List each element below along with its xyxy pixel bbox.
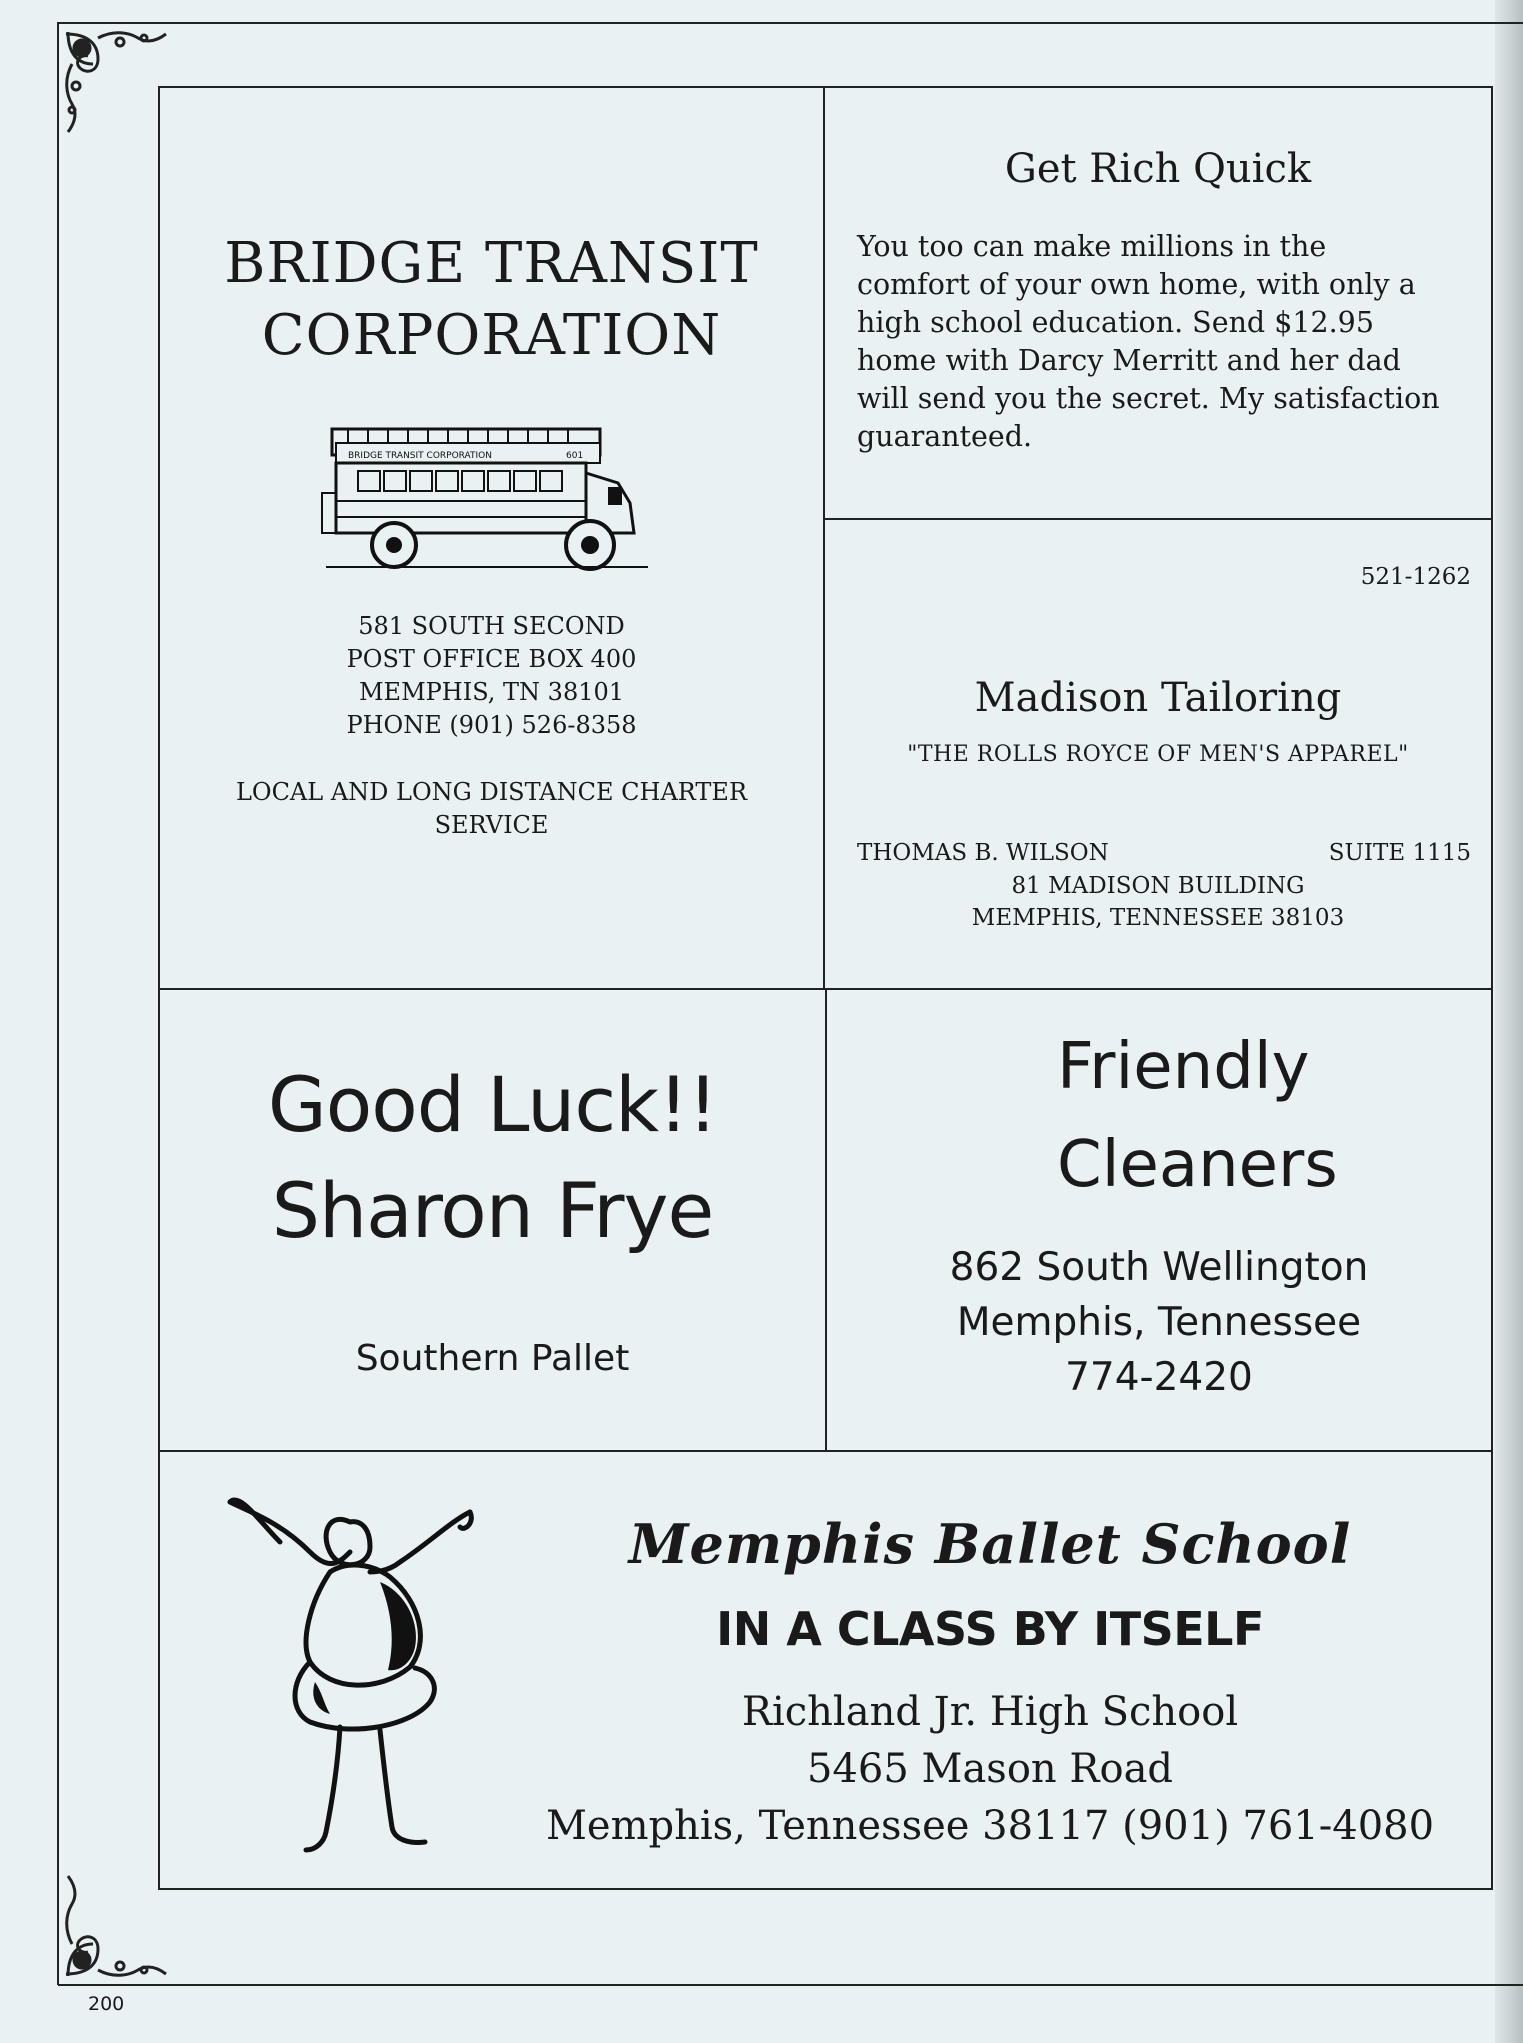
body-line: will send you the secret. My satisfaction (857, 382, 1440, 415)
ballet-tagline: IN A CLASS BY ITSELF (716, 1602, 1264, 1656)
bridge-transit-service (160, 776, 823, 842)
ad-friendly-cleaners (825, 988, 1493, 1452)
address-line: 581 SOUTH SECOND (358, 612, 625, 640)
friendly-line1: Friendly (1057, 1030, 1310, 1104)
ad-good-luck (158, 988, 827, 1452)
madison-building: 81 MADISON BUILDING (1011, 873, 1305, 899)
address-line: POST OFFICE BOX 400 (346, 645, 637, 673)
friendly-address (827, 1240, 1491, 1405)
good-luck-line1: Good Luck!! (267, 1060, 718, 1149)
madison-slogan: "THE ROLLS ROYCE OF MEN'S APPAREL" (907, 742, 1409, 767)
good-luck-line2: Sharon Frye (271, 1166, 714, 1255)
address-line: 5465 Mason Road (806, 1746, 1174, 1792)
service-line1: LOCAL AND LONG DISTANCE CHARTER (235, 778, 748, 806)
bridge-transit-name-line2: CORPORATION (261, 303, 722, 368)
madison-city: MEMPHIS, TENNESSEE 38103 (971, 905, 1345, 931)
address-line: Richland Jr. High School (741, 1689, 1239, 1735)
address-line: MEMPHIS, TN 38101 (358, 678, 625, 706)
page-edge (1495, 0, 1523, 2043)
body-line: comfort of your own home, with only a (857, 268, 1416, 301)
bridge-transit-name (160, 228, 823, 372)
ad-memphis-ballet (158, 1450, 1493, 1890)
ad-bridge-transit (158, 86, 825, 990)
top-border-rule (58, 22, 1523, 24)
madison-title: Madison Tailoring (974, 675, 1342, 721)
address-line: Memphis, Tennessee (956, 1300, 1362, 1345)
madison-phone: 521-1262 (1360, 564, 1471, 590)
body-line: You too can make millions in the (857, 230, 1327, 263)
ad-get-rich-quick (823, 86, 1493, 520)
body-line: guaranteed. (857, 420, 1033, 453)
dancer-illustration-icon (220, 1482, 480, 1862)
ballet-address (520, 1684, 1460, 1855)
ballet-title: Memphis Ballet School (628, 1512, 1352, 1576)
get-rich-title: Get Rich Quick (1004, 146, 1312, 192)
madison-suite: SUITE 1115 (1328, 840, 1471, 866)
left-border-rule (57, 22, 59, 1985)
phone-line: 774-2420 (1065, 1355, 1253, 1400)
body-line: home with Darcy Merritt and her dad (857, 344, 1401, 377)
get-rich-body (857, 228, 1477, 456)
bottom-border-rule (58, 1984, 1523, 1986)
madison-person: THOMAS B. WILSON (857, 840, 1109, 866)
phone-line: PHONE (901) 526-8358 (346, 711, 637, 739)
bus-illustration-icon (318, 423, 654, 583)
service-line2: SERVICE (434, 811, 549, 839)
address-line: 862 South Wellington (949, 1245, 1369, 1290)
good-luck-sponsor: Southern Pallet (355, 1338, 630, 1379)
bridge-transit-address (160, 610, 823, 742)
page-number: 200 (88, 1993, 125, 2015)
ad-madison-tailoring (823, 518, 1493, 990)
bus-sign-text: BRIDGE TRANSIT CORPORATION (348, 451, 492, 461)
bus-number-text: 601 (566, 451, 584, 461)
body-line: high school education. Send $12.95 (857, 306, 1374, 339)
friendly-line2: Cleaners (1057, 1128, 1338, 1202)
address-line: Memphis, Tennessee 38117 (901) 761-4080 (545, 1803, 1435, 1849)
bridge-transit-name-line1: BRIDGE TRANSIT (224, 231, 759, 296)
